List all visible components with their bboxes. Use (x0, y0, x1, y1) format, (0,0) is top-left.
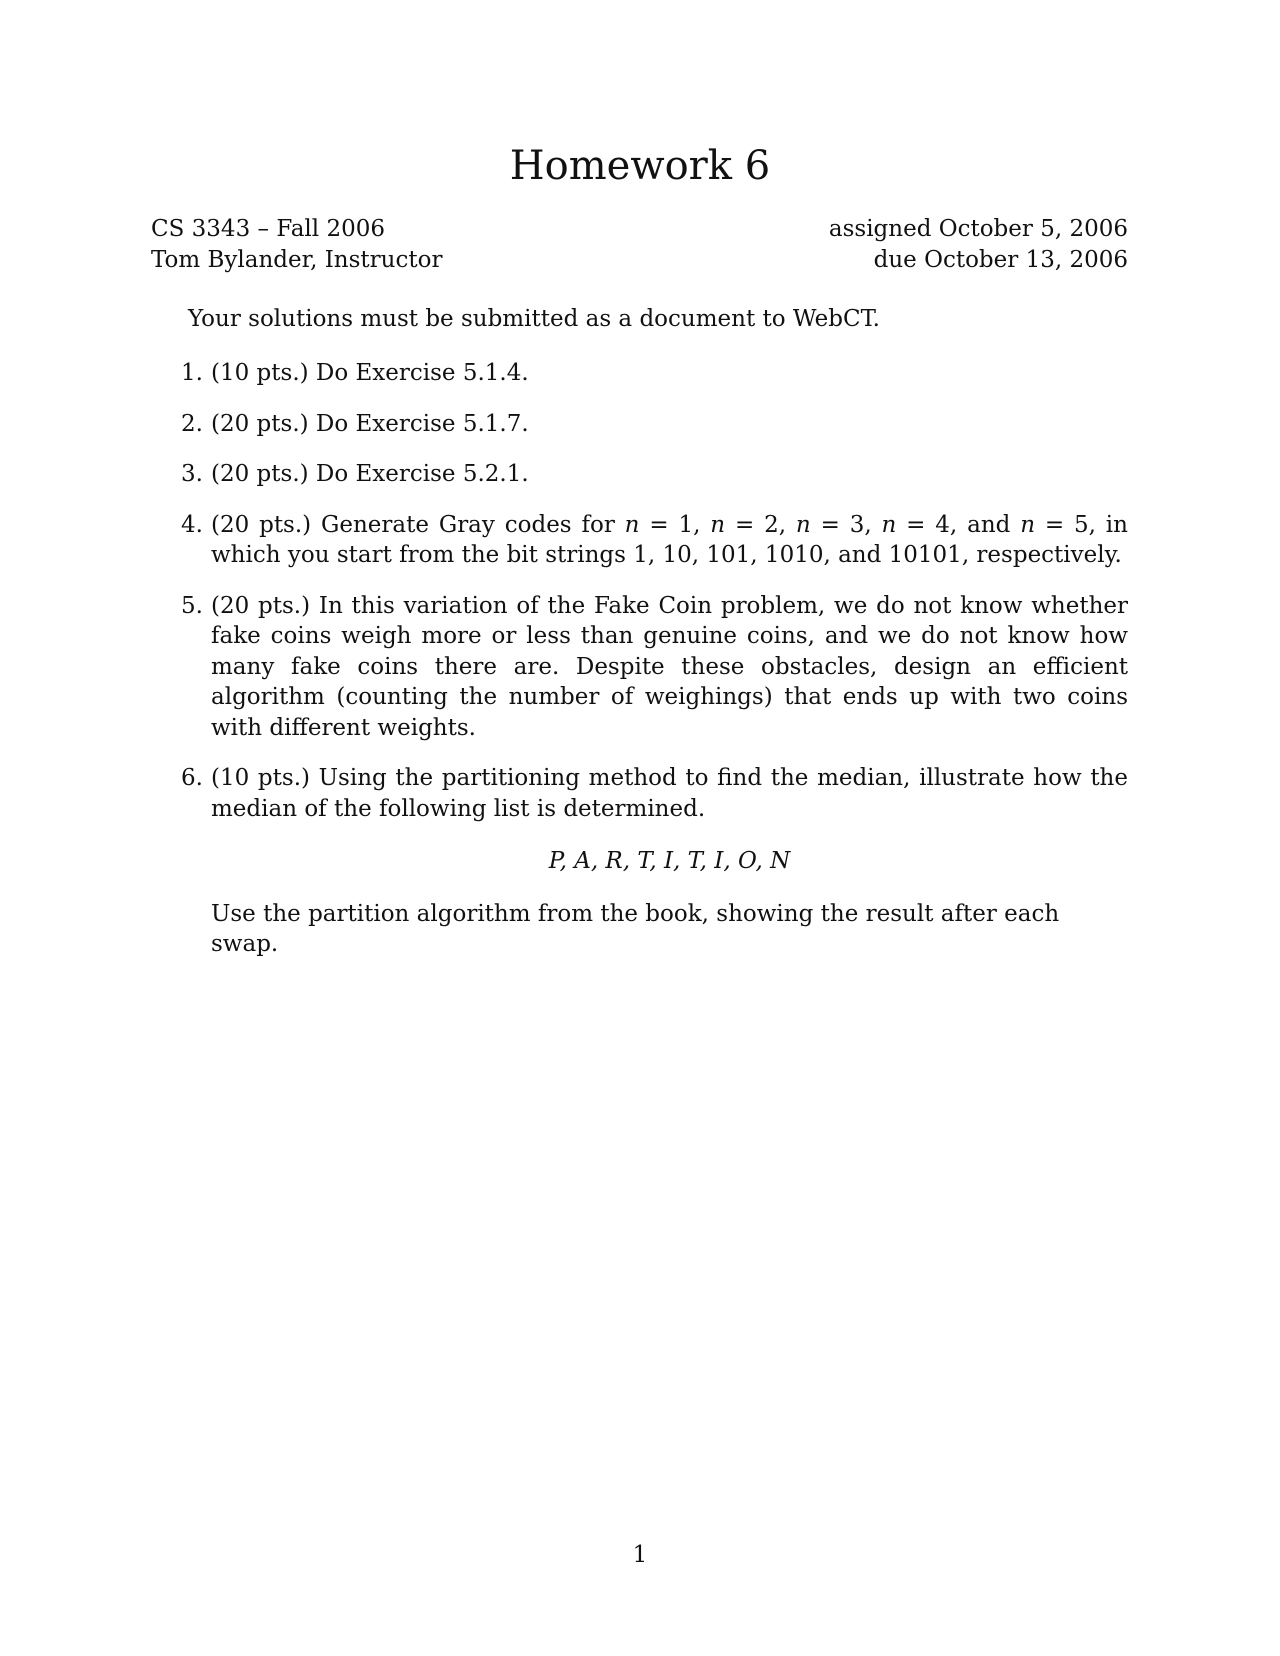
problem-text: (20 pts.) In this variation of the Fake Coin problem, we do not know whether fake coins weigh more or less than genuine coins, and we do not know how many fake coins there are. Despite these obstacles, design an efficient algorithm (counting the number of weighings) that ends up with two coins with different weights. (211, 592, 1128, 741)
course-line: CS 3343 – Fall 2006 (151, 216, 385, 242)
problem-number: 1. (181, 360, 203, 386)
problem-text-part: (20 pts.) Generate Gray codes for (211, 511, 625, 538)
date-info (829, 214, 1128, 276)
problem-text-part: = 2, (725, 511, 796, 538)
problem-item (151, 591, 1128, 744)
math-display-list: P, A, R, T, I, T, I, O, N (548, 848, 791, 874)
due-date: due October 13, 2006 (873, 247, 1128, 273)
problem-number: 3. (181, 461, 203, 487)
problem-list (151, 358, 1128, 980)
problem-item (151, 409, 1128, 440)
problem-text-part: = 3, (810, 511, 882, 538)
instructor-line: Tom Bylander, Instructor (151, 247, 443, 273)
problem-number: 4. (181, 511, 203, 538)
problem-item (151, 510, 1128, 571)
math-variable: n (624, 511, 640, 538)
assigned-date: assigned October 5, 2006 (828, 216, 1128, 242)
problem-text (211, 512, 1128, 569)
problem-item (151, 763, 1128, 960)
course-info (151, 214, 442, 276)
problem-text: (20 pts.) Do Exercise 5.2.1. (211, 461, 529, 487)
math-variable: n (795, 511, 811, 538)
math-variable: n (881, 511, 897, 538)
problem-text: (10 pts.) Do Exercise 5.1.4. (211, 360, 529, 386)
problem-number: 2. (181, 410, 203, 437)
problem-text-part: = 1, (639, 511, 711, 538)
math-variable: n (1020, 511, 1036, 538)
problem-number: 5. (181, 592, 203, 619)
page-number: 1 (632, 1542, 648, 1568)
problem-text: (20 pts.) Do Exercise 5.1.7. (211, 410, 529, 437)
page-title: Homework 6 (509, 143, 771, 189)
problem-text: (10 pts.) Using the partitioning method to find the median, illustrate how the median of the following list is determined. (211, 765, 1128, 822)
problem-item (151, 358, 1128, 389)
math-variable: n (710, 511, 726, 538)
problem-number: 6. (181, 765, 203, 791)
intro-text: Your solutions must be submitted as a document to WebCT. (188, 306, 880, 332)
problem-item (151, 459, 1128, 490)
problem-text-part: = 5, in which you start from the bit strings 1, 10, 101, 1010, and 10101, respectively. (211, 511, 1128, 568)
problem-continuation: Use the partition algorithm from the book, showing the result after each swap. (211, 900, 1060, 957)
problem-text-part: = 4, and (896, 511, 1021, 538)
